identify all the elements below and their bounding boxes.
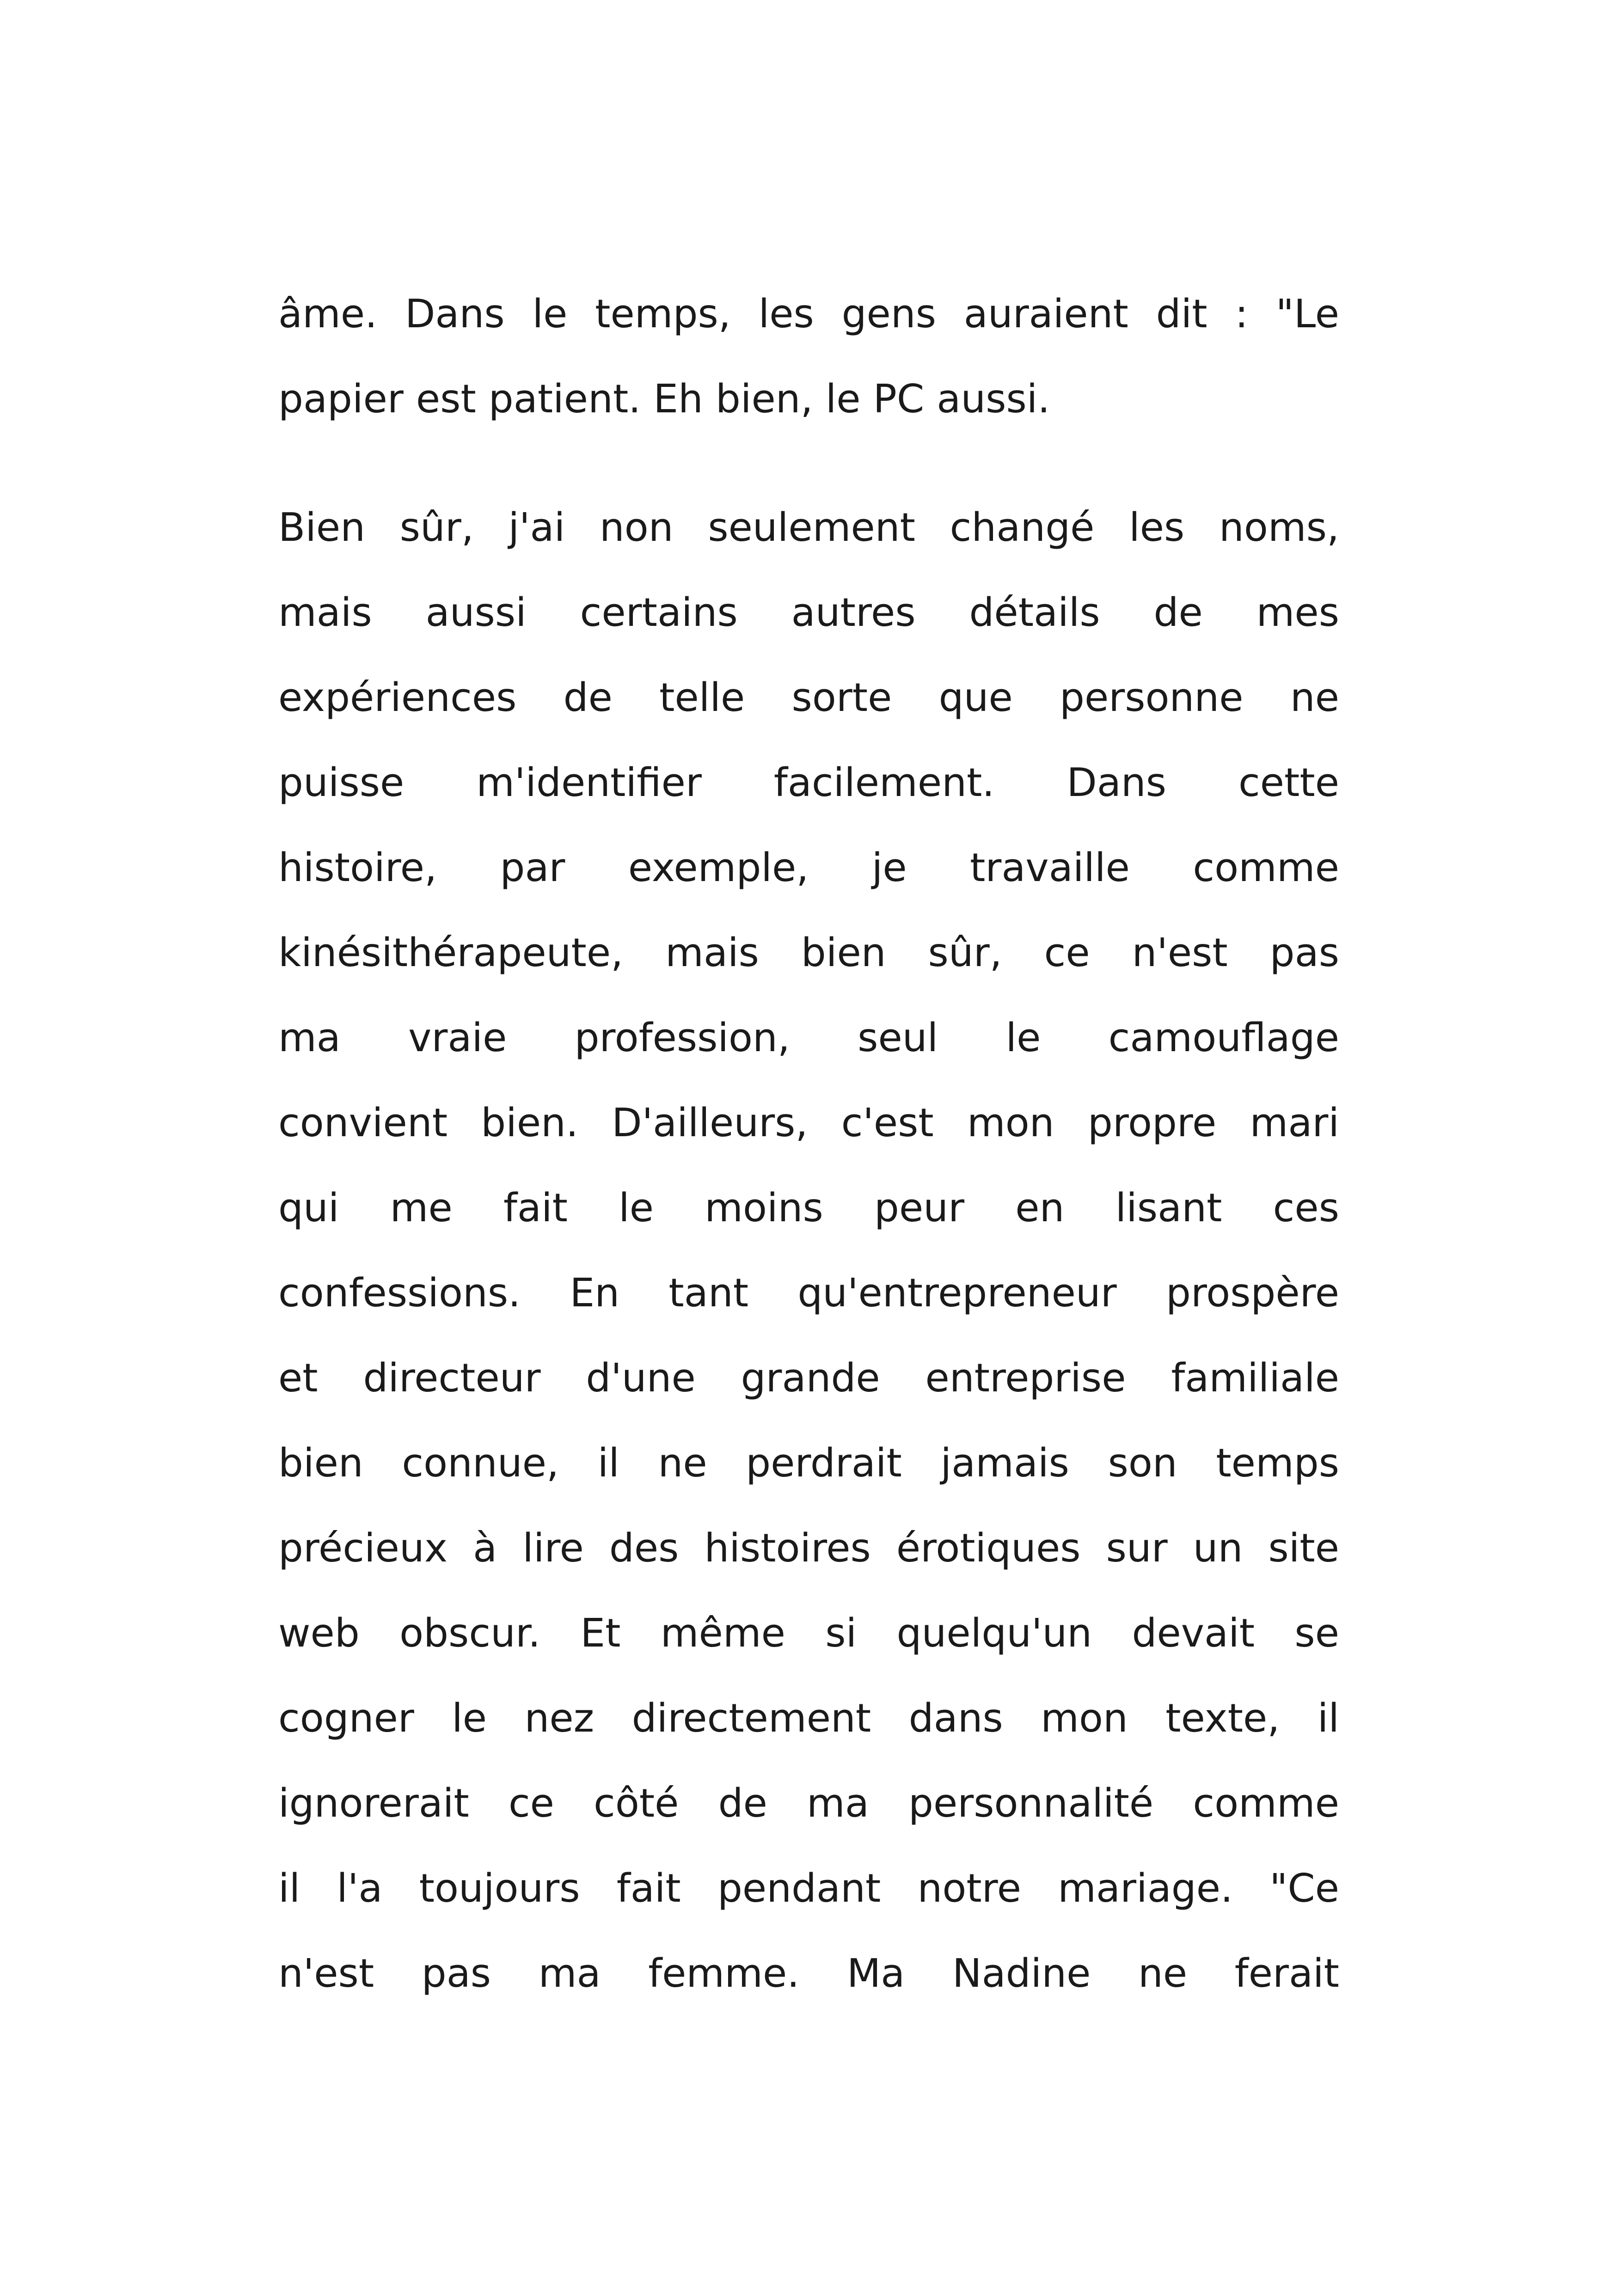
text-line: Bien sûr, j'ai non seulement changé les noms, <box>278 505 1339 551</box>
paragraph-1 <box>278 272 1339 442</box>
text-line: mais aussi certains autres détails de mes <box>278 590 1339 636</box>
text-line: âme. Dans le temps, les gens auraient dit : "Le <box>278 291 1339 337</box>
text-line: confessions. En tant qu'entrepreneur prospère <box>278 1270 1339 1316</box>
text-line: bien connue, il ne perdrait jamais son temps <box>278 1440 1339 1486</box>
text-line: expériences de telle sorte que personne ne <box>278 675 1339 721</box>
text-line: web obscur. Et même si quelqu'un devait se <box>278 1610 1339 1656</box>
text-line: convient bien. D'ailleurs, c'est mon propre mari <box>278 1100 1339 1146</box>
paragraph-2 <box>278 485 1339 2016</box>
text-line: et directeur d'une grande entreprise familiale <box>278 1355 1339 1401</box>
text-line: il l'a toujours fait pendant notre mariage. "Ce <box>278 1866 1339 1911</box>
text-line: kinésithérapeute, mais bien sûr, ce n'est pas <box>278 930 1339 976</box>
text-line: puisse m'identifier facilement. Dans cette <box>278 760 1339 806</box>
text-line: cogner le nez directement dans mon texte, il <box>278 1696 1339 1741</box>
text-line: n'est pas ma femme. Ma Nadine ne ferait <box>278 1951 1339 1996</box>
text-line: ma vraie profession, seul le camouflage <box>278 1015 1339 1061</box>
text-line: ignorerait ce côté de ma personnalité comme <box>278 1781 1339 1826</box>
text-line: papier est patient. Eh bien, le PC aussi. <box>278 376 1050 422</box>
text-line: qui me fait le moins peur en lisant ces <box>278 1185 1339 1231</box>
text-line: histoire, par exemple, je travaille comme <box>278 845 1339 891</box>
text-line: précieux à lire des histoires érotiques sur un site <box>278 1525 1339 1571</box>
